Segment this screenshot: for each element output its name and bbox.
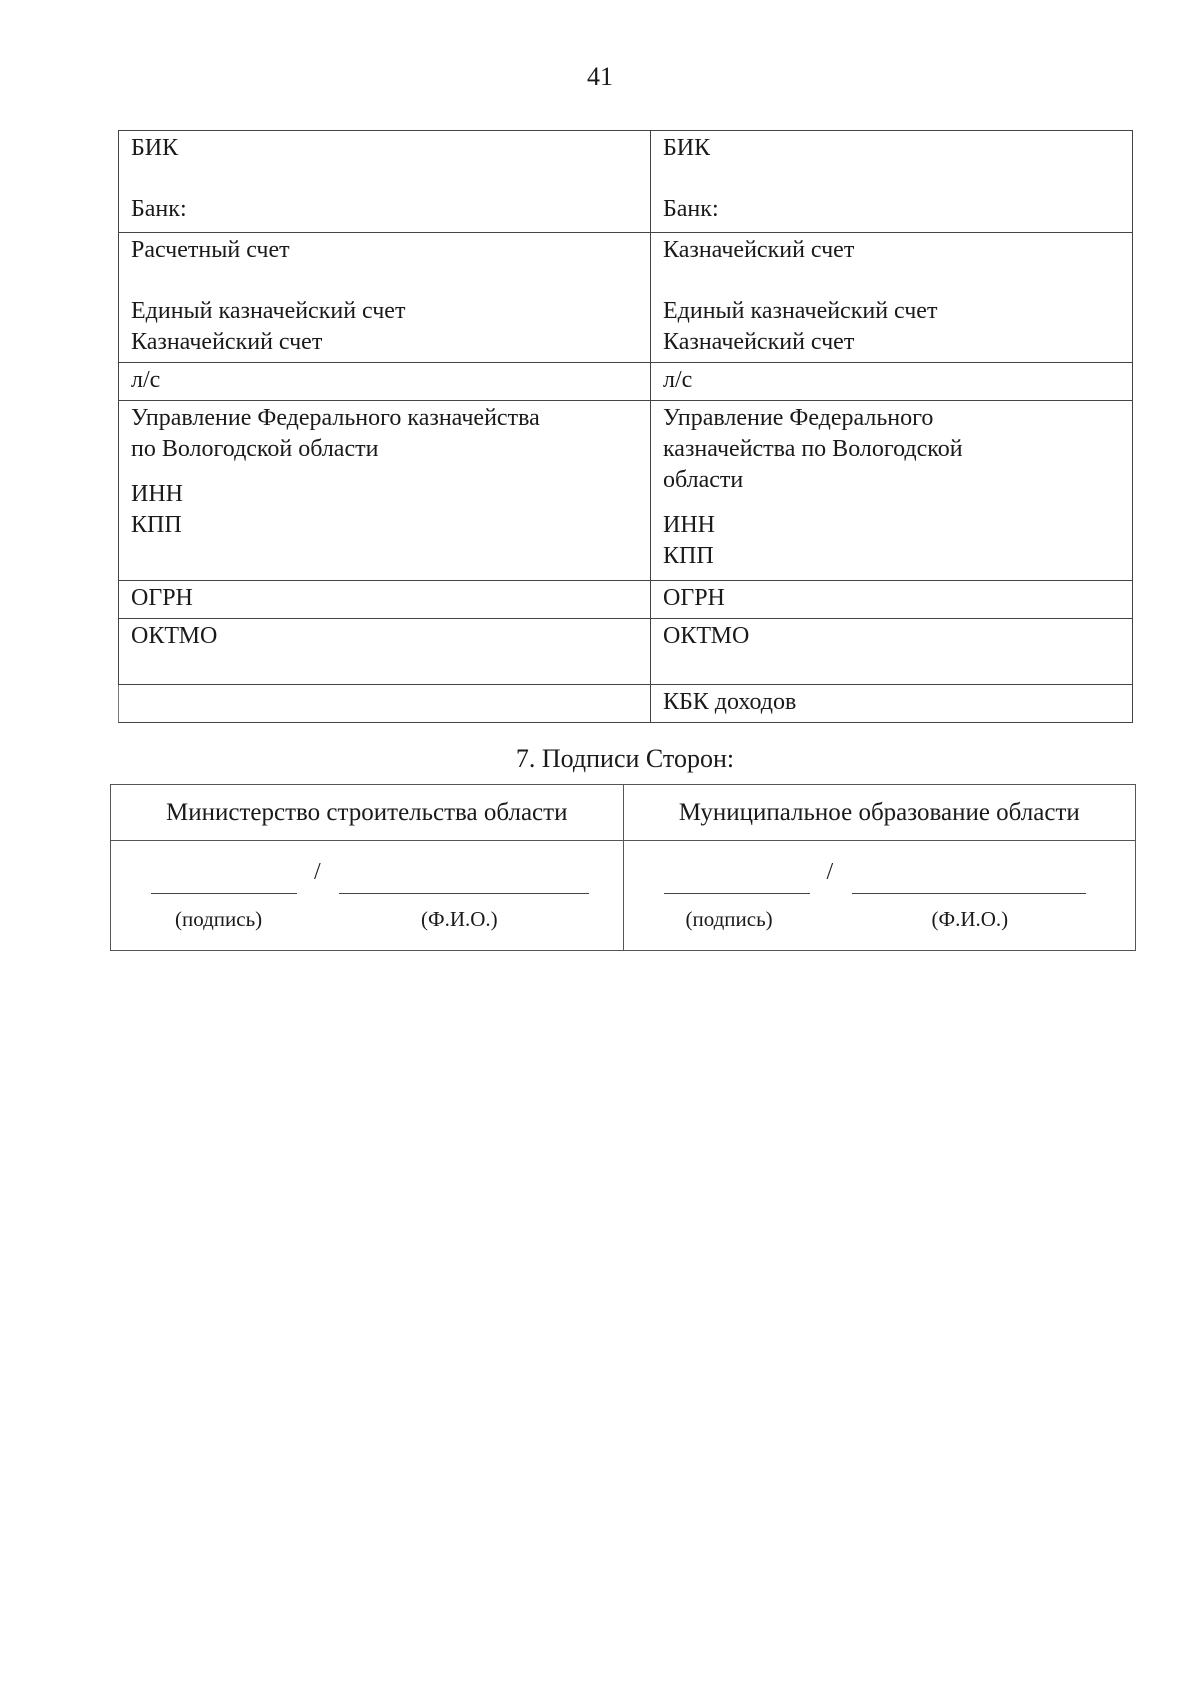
right-treasury-account-label: Казначейский счет [663,329,855,355]
right-signature-cell [623,841,1136,951]
table-row [119,581,1133,619]
right-oktmo-cell [651,619,1133,685]
right-account-cell [651,233,1133,363]
table-row [111,841,1136,951]
left-party-name: Министерство строительства области [111,785,624,841]
right-treasury-office-line: области [663,467,744,493]
right-ogrn-label: ОГРН [663,585,725,611]
left-treasury-account-label: Казначейский счет [131,329,323,355]
right-bank-label: Банк: [663,196,719,222]
right-treasury-office-line: казначейства по Вологодской [663,436,963,462]
left-personal-account-label: л/с [131,367,161,393]
right-signature-caption: (подпись) [685,907,773,931]
left-signature-cell [111,841,624,951]
right-party-name: Муниципальное образование области [623,785,1136,841]
left-treasury-office-line: Управление Федерального казначейства [131,405,540,431]
left-treasury-office-cell [119,401,651,581]
right-name-caption: (Ф.И.О.) [931,907,1009,931]
left-oktmo-label: ОКТМО [131,623,218,649]
left-account-cell [119,233,651,363]
right-inn-label: ИНН [663,512,715,538]
right-ogrn-cell [651,581,1133,619]
left-bank-label: Банк: [131,196,187,222]
left-single-treasury-account-label: Единый казначейский счет [131,298,406,324]
right-slash: / [826,859,834,885]
left-treasury-office-line: по Вологодской области [131,436,379,462]
left-ogrn-cell [119,581,651,619]
left-signature-line [151,893,297,894]
left-personal-account-cell [119,363,651,401]
left-inn-label: ИНН [131,481,183,507]
left-bank-cell [119,131,651,233]
right-treasury-account-top-label: Казначейский счет [663,237,855,263]
right-single-treasury-account-label: Единый казначейский счет [663,298,938,324]
left-bik-label: БИК [131,135,179,161]
left-signature-caption: (подпись) [175,907,263,931]
table-row [119,233,1133,363]
table-row [119,131,1133,233]
table-row [119,685,1133,723]
left-oktmo-cell [119,619,651,685]
page-number: 41 [587,62,613,91]
left-name-caption: (Ф.И.О.) [421,907,498,931]
right-bik-label: БИК [663,135,711,161]
right-personal-account-cell [651,363,1133,401]
right-name-line [852,893,1086,894]
table-row [119,619,1133,685]
left-empty-cell [119,685,651,723]
right-kpp-label: КПП [663,543,714,569]
right-kbk-cell [651,685,1133,723]
table-row [119,363,1133,401]
requisites-table [118,130,1133,723]
table-row [111,785,1136,841]
right-treasury-office-line: Управление Федерального [663,405,934,431]
right-treasury-office-cell [651,401,1133,581]
right-oktmo-label: ОКТМО [663,623,750,649]
left-name-line [339,893,589,894]
left-ogrn-label: ОГРН [131,585,193,611]
right-bank-cell [651,131,1133,233]
table-row [119,401,1133,581]
right-kbk-label: КБК доходов [663,689,797,715]
right-signature-line [664,893,810,894]
signatures-heading: 7. Подписи Сторон: [515,744,735,773]
left-slash: / [314,859,321,885]
right-personal-account-label: л/с [663,367,693,393]
left-kpp-label: КПП [131,512,182,538]
left-settlement-account-label: Расчетный счет [131,237,290,263]
signatures-table [110,784,1136,951]
